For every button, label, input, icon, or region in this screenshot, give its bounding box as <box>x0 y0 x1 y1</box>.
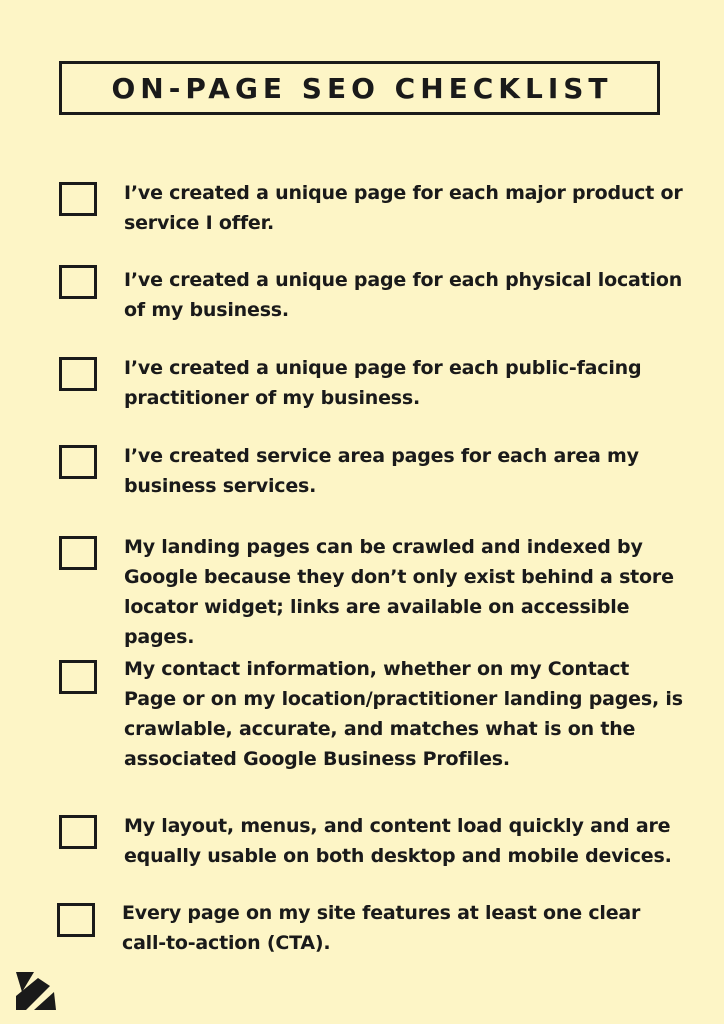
checkbox[interactable] <box>59 815 97 849</box>
checklist-item-text: I’ve created service area pages for each area my business services. <box>124 445 639 497</box>
checklist-item-text: My layout, menus, and content load quickly and are equally usable on both desktop and mobile devices. <box>124 815 672 867</box>
checklist-item-text: I’ve created a unique page for each major product or service I offer. <box>124 182 683 234</box>
checkbox[interactable] <box>59 536 97 570</box>
checkbox[interactable] <box>59 357 97 391</box>
checklist-item-text: I’ve created a unique page for each physical location of my business. <box>124 269 683 321</box>
title-box <box>59 61 660 115</box>
checklist-item-text: I’ve created a unique page for each public-facing practitioner of my business. <box>124 357 642 409</box>
checkbox[interactable] <box>59 182 97 216</box>
brand-logo-icon <box>14 968 58 1012</box>
checklist-item-text: Every page on my site features at least one clear call-to-action (CTA). <box>122 902 641 954</box>
checkbox[interactable] <box>59 445 97 479</box>
checklist-item-text: My landing pages can be crawled and indexed by Google because they don’t only exist behind a store locator widget; links are available on accessible pages. <box>124 536 674 648</box>
checkbox[interactable] <box>57 903 95 937</box>
checklist-item-text: My contact information, whether on my Contact Page or on my location/practitioner landing pages, is crawlable, accurate, and matches what is on the associated Google Business Profiles. <box>124 658 683 770</box>
checkbox[interactable] <box>59 265 97 299</box>
checkbox[interactable] <box>59 660 97 694</box>
page-title: ON-PAGE SEO CHECKLIST <box>111 71 613 105</box>
